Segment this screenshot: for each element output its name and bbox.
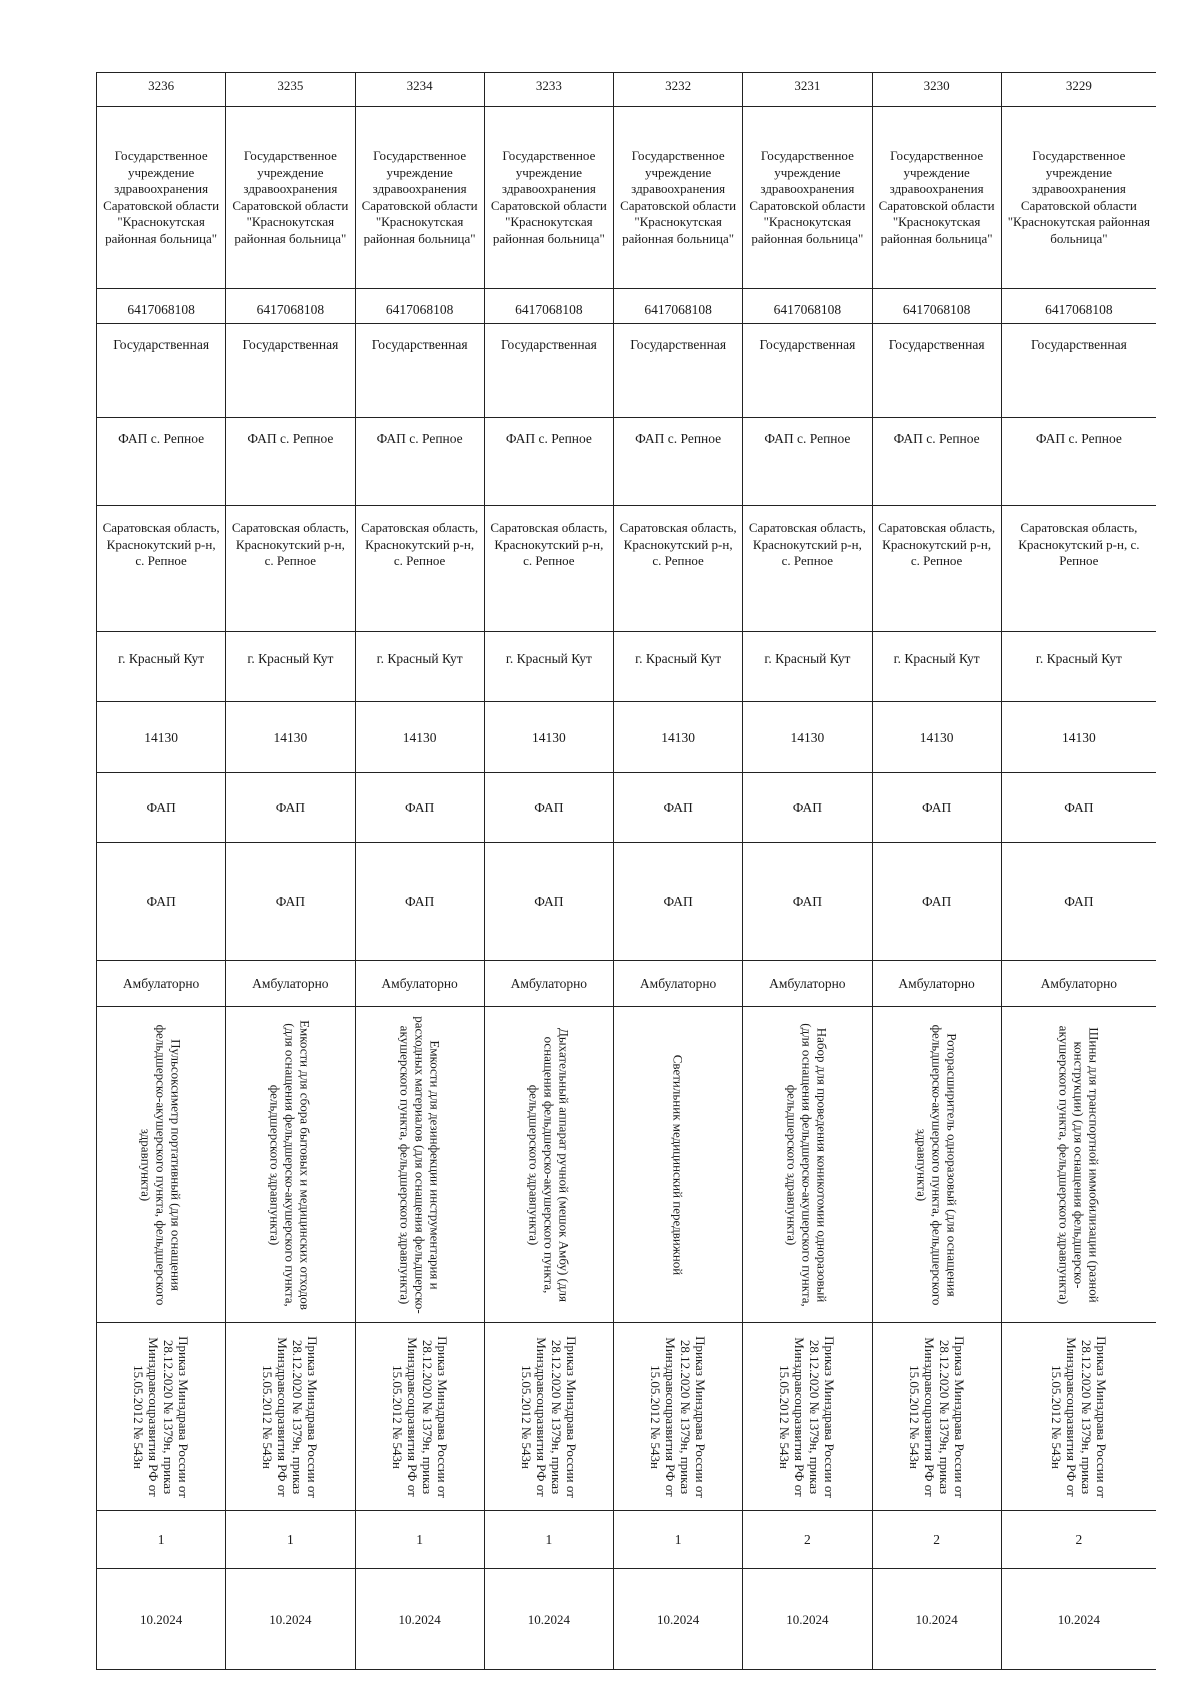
cell-facility: ФАП с. Репное — [226, 418, 355, 506]
cell-organization: Государственное учреждение здравоохранения Саратовской области "Краснокутская районная больница" — [1001, 107, 1156, 289]
equipment-registry-table — [96, 72, 1156, 1670]
cell-inn: 6417068108 — [97, 289, 226, 324]
cell-legal-basis — [484, 1323, 613, 1511]
equipment-name: Светильник медицинский передвижной — [670, 1054, 686, 1275]
cell-legal-basis — [1001, 1323, 1156, 1511]
document-page — [96, 72, 1156, 1669]
cell-record-number: 3235 — [226, 73, 355, 107]
cell-quantity: 2 — [1001, 1511, 1156, 1569]
cell-inn: 6417068108 — [484, 289, 613, 324]
cell-address: Саратовская область, Краснокутский р-н, с. Репное — [743, 506, 872, 632]
cell-ownership: Государственная — [484, 324, 613, 418]
cell-unit-type: ФАП — [355, 773, 484, 843]
equipment-name: Дыхательный аппарат ручной (мешок Амбу) (для оснащения фельдшерско-акушерского пункта, фельдшерского здравпункта) — [526, 1027, 572, 1302]
cell-ownership: Государственная — [97, 324, 226, 418]
row-care-condition — [97, 961, 1157, 1007]
equipment-name: Набор для проведения коникотомии одноразовый (для оснащения фельдшерско-акушерского пункта, фельдшерского здравпункта) — [784, 1022, 830, 1307]
legal-basis-text: Приказ Минздрава России от 28.12.2020 № 1379н, приказ Минздравсоцразвития РФ от 15.05.2012 № 543н — [777, 1335, 838, 1498]
cell-organization: Государственное учреждение здравоохранения Саратовской области "Краснокутская районная больница" — [484, 107, 613, 289]
cell-unit-subtype: ФАП — [614, 843, 743, 961]
cell-date: 10.2024 — [97, 1569, 226, 1670]
cell-address: Саратовская область, Краснокутский р-н, с. Репное — [484, 506, 613, 632]
cell-equipment — [614, 1007, 743, 1323]
cell-inn: 6417068108 — [743, 289, 872, 324]
row-quantity — [97, 1511, 1157, 1569]
row-population — [97, 702, 1157, 773]
cell-address: Саратовская область, Краснокутский р-н, с. Репное — [355, 506, 484, 632]
cell-population: 14130 — [1001, 702, 1156, 773]
cell-quantity: 1 — [484, 1511, 613, 1569]
cell-city: г. Красный Кут — [355, 632, 484, 702]
cell-ownership: Государственная — [614, 324, 743, 418]
cell-facility: ФАП с. Репное — [1001, 418, 1156, 506]
cell-care-condition: Амбулаторно — [355, 961, 484, 1007]
cell-address: Саратовская область, Краснокутский р-н, с. Репное — [614, 506, 743, 632]
cell-care-condition: Амбулаторно — [872, 961, 1001, 1007]
cell-care-condition: Амбулаторно — [484, 961, 613, 1007]
cell-date: 10.2024 — [743, 1569, 872, 1670]
cell-legal-basis — [226, 1323, 355, 1511]
cell-organization: Государственное учреждение здравоохранения Саратовской области "Краснокутская районная больница" — [355, 107, 484, 289]
cell-inn: 6417068108 — [872, 289, 1001, 324]
row-unit-type — [97, 773, 1157, 843]
cell-facility: ФАП с. Репное — [484, 418, 613, 506]
equipment-name: Емкости для дезинфекции инструментария и расходных материалов (для оснащения фельдшерско-акушерского пункта, фельдшерского здравпункта) — [397, 1015, 443, 1314]
cell-facility: ФАП с. Репное — [872, 418, 1001, 506]
cell-address: Саратовская область, Краснокутский р-н, с. Репное — [872, 506, 1001, 632]
cell-unit-type: ФАП — [484, 773, 613, 843]
cell-city: г. Красный Кут — [97, 632, 226, 702]
cell-organization: Государственное учреждение здравоохранения Саратовской области "Краснокутская районная больница" — [614, 107, 743, 289]
cell-facility: ФАП с. Репное — [97, 418, 226, 506]
cell-date: 10.2024 — [614, 1569, 743, 1670]
cell-facility: ФАП с. Репное — [614, 418, 743, 506]
cell-unit-type: ФАП — [226, 773, 355, 843]
row-equipment — [97, 1007, 1157, 1323]
cell-unit-type: ФАП — [97, 773, 226, 843]
legal-basis-text: Приказ Минздрава России от 28.12.2020 № 1379н, приказ Минздравсоцразвития РФ от 15.05.2012 № 543н — [131, 1335, 192, 1498]
cell-record-number: 3232 — [614, 73, 743, 107]
cell-unit-subtype: ФАП — [872, 843, 1001, 961]
cell-population: 14130 — [355, 702, 484, 773]
cell-equipment — [1001, 1007, 1156, 1323]
cell-organization: Государственное учреждение здравоохранения Саратовской области "Краснокутская районная больница" — [226, 107, 355, 289]
cell-date: 10.2024 — [355, 1569, 484, 1670]
cell-legal-basis — [355, 1323, 484, 1511]
cell-unit-subtype: ФАП — [1001, 843, 1156, 961]
cell-equipment — [226, 1007, 355, 1323]
cell-record-number: 3233 — [484, 73, 613, 107]
cell-city: г. Красный Кут — [614, 632, 743, 702]
equipment-name: Пульсоксиметр портативный (для оснащения фельдшерско-акушерского пункта, фельдшерского здравпункта) — [138, 1024, 184, 1305]
equipment-name: Роторасширитель одноразовый (для оснащения фельдшерско-акушерского пункта, фельдшерского здравпункта) — [914, 1024, 960, 1305]
cell-quantity: 2 — [872, 1511, 1001, 1569]
cell-unit-type: ФАП — [872, 773, 1001, 843]
cell-city: г. Красный Кут — [226, 632, 355, 702]
legal-basis-text: Приказ Минздрава России от 28.12.2020 № 1379н, приказ Минздравсоцразвития РФ от 15.05.2012 № 543н — [389, 1335, 450, 1498]
row-unit-subtype — [97, 843, 1157, 961]
cell-unit-subtype: ФАП — [484, 843, 613, 961]
cell-record-number: 3234 — [355, 73, 484, 107]
cell-city: г. Красный Кут — [872, 632, 1001, 702]
cell-population: 14130 — [226, 702, 355, 773]
cell-unit-subtype: ФАП — [743, 843, 872, 961]
cell-quantity: 1 — [355, 1511, 484, 1569]
cell-equipment — [484, 1007, 613, 1323]
cell-organization: Государственное учреждение здравоохранения Саратовской области "Краснокутская районная больница" — [743, 107, 872, 289]
cell-city: г. Красный Кут — [743, 632, 872, 702]
cell-population: 14130 — [484, 702, 613, 773]
cell-equipment — [355, 1007, 484, 1323]
cell-date: 10.2024 — [484, 1569, 613, 1670]
row-ownership — [97, 324, 1157, 418]
legal-basis-text: Приказ Минздрава России от 28.12.2020 № 1379н, приказ Минздравсоцразвития РФ от 15.05.2012 № 543н — [260, 1335, 321, 1498]
row-facility — [97, 418, 1157, 506]
cell-care-condition: Амбулаторно — [614, 961, 743, 1007]
legal-basis-text: Приказ Минздрава России от 28.12.2020 № 1379н, приказ Минздравсоцразвития РФ от 15.05.2012 № 543н — [518, 1335, 579, 1498]
cell-quantity: 1 — [97, 1511, 226, 1569]
cell-ownership: Государственная — [355, 324, 484, 418]
legal-basis-text: Приказ Минздрава России от 28.12.2020 № 1379н, приказ Минздравсоцразвития РФ от 15.05.2012 № 543н — [906, 1335, 967, 1498]
cell-inn: 6417068108 — [614, 289, 743, 324]
cell-equipment — [97, 1007, 226, 1323]
cell-organization: Государственное учреждение здравоохранения Саратовской области "Краснокутская районная больница" — [97, 107, 226, 289]
row-city — [97, 632, 1157, 702]
legal-basis-text: Приказ Минздрава России от 28.12.2020 № 1379н, приказ Минздравсоцразвития РФ от 15.05.2012 № 543н — [648, 1335, 709, 1498]
cell-unit-subtype: ФАП — [226, 843, 355, 961]
row-date — [97, 1569, 1157, 1670]
row-legal-basis — [97, 1323, 1157, 1511]
cell-city: г. Красный Кут — [1001, 632, 1156, 702]
cell-ownership: Государственная — [743, 324, 872, 418]
cell-legal-basis — [614, 1323, 743, 1511]
cell-unit-type: ФАП — [743, 773, 872, 843]
row-inn — [97, 289, 1157, 324]
cell-record-number: 3236 — [97, 73, 226, 107]
cell-legal-basis — [743, 1323, 872, 1511]
cell-facility: ФАП с. Репное — [355, 418, 484, 506]
cell-equipment — [743, 1007, 872, 1323]
equipment-name: Шины для транспортной иммобилизации (разной конструкции) (для оснащения фельдшерско-акушерского пункта, фельдшерского здравпункта) — [1056, 1025, 1102, 1304]
cell-population: 14130 — [614, 702, 743, 773]
cell-unit-subtype: ФАП — [97, 843, 226, 961]
cell-ownership: Государственная — [1001, 324, 1156, 418]
cell-ownership: Государственная — [872, 324, 1001, 418]
row-organization — [97, 107, 1157, 289]
row-record-number — [97, 73, 1157, 107]
cell-unit-subtype: ФАП — [355, 843, 484, 961]
row-address — [97, 506, 1157, 632]
cell-quantity: 2 — [743, 1511, 872, 1569]
cell-care-condition: Амбулаторно — [97, 961, 226, 1007]
cell-care-condition: Амбулаторно — [226, 961, 355, 1007]
cell-record-number: 3231 — [743, 73, 872, 107]
cell-inn: 6417068108 — [355, 289, 484, 324]
cell-care-condition: Амбулаторно — [743, 961, 872, 1007]
cell-record-number: 3229 — [1001, 73, 1156, 107]
cell-address: Саратовская область, Краснокутский р-н, с. Репное — [1001, 506, 1156, 632]
cell-legal-basis — [97, 1323, 226, 1511]
cell-record-number: 3230 — [872, 73, 1001, 107]
cell-address: Саратовская область, Краснокутский р-н, с. Репное — [226, 506, 355, 632]
cell-population: 14130 — [743, 702, 872, 773]
cell-date: 10.2024 — [226, 1569, 355, 1670]
cell-date: 10.2024 — [1001, 1569, 1156, 1670]
cell-care-condition: Амбулаторно — [1001, 961, 1156, 1007]
cell-quantity: 1 — [226, 1511, 355, 1569]
cell-facility: ФАП с. Репное — [743, 418, 872, 506]
cell-address: Саратовская область, Краснокутский р-н, с. Репное — [97, 506, 226, 632]
cell-city: г. Красный Кут — [484, 632, 613, 702]
cell-ownership: Государственная — [226, 324, 355, 418]
cell-inn: 6417068108 — [1001, 289, 1156, 324]
cell-population: 14130 — [97, 702, 226, 773]
cell-date: 10.2024 — [872, 1569, 1001, 1670]
cell-population: 14130 — [872, 702, 1001, 773]
cell-unit-type: ФАП — [614, 773, 743, 843]
cell-organization: Государственное учреждение здравоохранения Саратовской области "Краснокутская районная больница" — [872, 107, 1001, 289]
equipment-name: Емкости для сбора бытовых и медицинских отходов (для оснащения фельдшерско-акушерского пункта, фельдшерского здравпункта) — [267, 1019, 313, 1310]
cell-legal-basis — [872, 1323, 1001, 1511]
cell-equipment — [872, 1007, 1001, 1323]
cell-unit-type: ФАП — [1001, 773, 1156, 843]
legal-basis-text: Приказ Минздрава России от 28.12.2020 № 1379н, приказ Минздравсоцразвития РФ от 15.05.2012 № 543н — [1048, 1335, 1109, 1498]
cell-inn: 6417068108 — [226, 289, 355, 324]
cell-quantity: 1 — [614, 1511, 743, 1569]
